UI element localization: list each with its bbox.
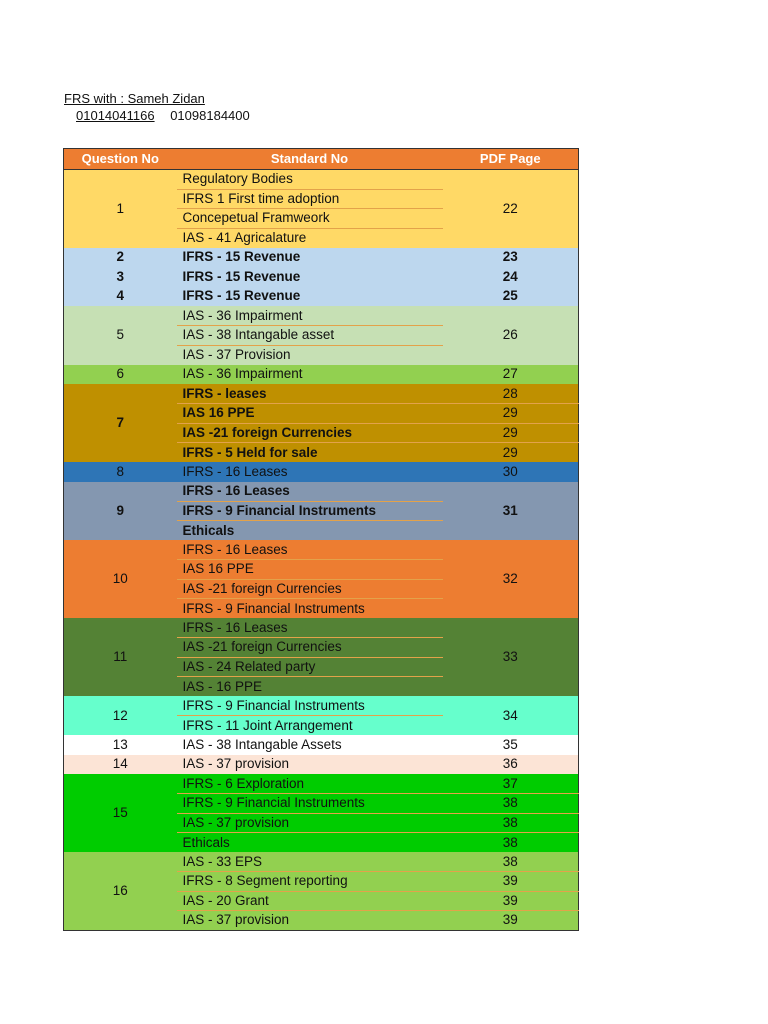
table-row [64,365,579,385]
standard-cell: IAS - 41 Agricalature [177,228,443,248]
question-number-cell: 3 [116,268,124,284]
standard-cell: Ethicals [177,521,443,541]
standard-cell: IAS - 36 Impairment [182,307,303,323]
standard-cell: IFRS 1 First time adoption [177,189,443,209]
standard-cell: IAS - 24 Related party [177,657,443,677]
standard-cell: Ethicals [177,833,443,853]
standard-cell: IAS - 38 Intangable Assets [182,736,342,752]
table-row [64,462,579,482]
standard-cell: IFRS - 9 Financial Instruments [177,599,443,619]
standard-cell: IFRS - 15 Revenue [182,268,301,284]
table-row [64,540,579,560]
question-number-cell: 1 [116,200,124,216]
standard-cell: IFRS - 5 Held for sale [177,443,443,463]
question-number-cell: 4 [116,288,124,304]
standard-cell: IAS -21 foreign Currencies [177,638,443,658]
pdf-page-cell: 35 [502,736,518,752]
table-row [64,287,579,307]
standard-cell: IFRS - 11 Joint Arrangement [177,716,443,736]
questions-table [63,148,579,931]
pdf-page-cell: 27 [502,366,518,382]
column-header-question-no: Question No [64,149,177,170]
standard-cell: Regulatory Bodies [182,171,293,187]
table-row [64,755,579,775]
pdf-page-cell: 38 [443,794,579,814]
pdf-page-cell: 23 [502,249,518,265]
standard-cell: IFRS - 15 Revenue [182,249,301,265]
pdf-page-cell: 30 [502,463,518,479]
standard-cell: IAS - 16 PPE [177,677,443,697]
standard-cell: IFRS - 6 Exploration [182,775,305,791]
standard-cell: Concepetual Framweork [177,209,443,229]
table-row [64,482,579,502]
standard-cell: IAS - 37 provision [182,756,290,772]
pdf-page-cell: 38 [443,833,579,853]
pdf-page-cell: 24 [502,268,518,284]
pdf-page-cell: 36 [502,756,518,772]
pdf-page-cell: 38 [502,853,518,869]
header-title: FRS with : Sameh Zidan [64,91,205,106]
table-body [64,170,579,931]
table-row [64,384,579,404]
question-number-cell: 7 [116,415,124,430]
standard-cell: IAS - 36 Impairment [182,366,303,382]
standard-cell: IFRS - 16 Leases [182,619,288,635]
standard-cell: IFRS - 9 Financial Instruments [177,501,443,521]
standard-cell: IFRS - 15 Revenue [182,288,301,304]
standard-cell: IFRS - 9 Financial Instruments [182,697,365,713]
pdf-page-cell: 22 [502,200,518,216]
question-number-cell: 9 [116,502,124,518]
standard-cell: IFRS - 16 Leases [182,483,290,498]
table-header-row [64,149,579,170]
pdf-page-cell: 29 [443,423,579,443]
pdf-page-cell: 31 [502,502,518,518]
table-row [64,852,579,872]
standard-cell: IAS 16 PPE [177,404,443,424]
standard-cell: IAS - 38 Intangable asset [177,326,443,346]
column-header-standard-no: Standard No [177,149,443,170]
pdf-page-cell: 33 [502,649,518,664]
question-number-cell: 12 [112,707,128,723]
pdf-page-cell: 38 [443,813,579,833]
standard-cell: IFRS - leases [182,385,267,401]
question-number-cell: 11 [113,649,128,664]
question-number-cell: 13 [112,736,128,752]
pdf-page-cell: 39 [443,891,579,911]
question-number-cell: 8 [116,463,124,479]
table-row [64,618,579,638]
question-number-cell: 2 [116,249,124,265]
question-number-cell: 15 [112,805,128,820]
standard-cell: IAS - 37 Provision [177,345,443,365]
table-row [64,735,579,755]
pdf-page-cell: 39 [443,911,579,931]
standard-cell: IAS - 20 Grant [177,891,443,911]
standard-cell: IFRS - 16 Leases [182,463,288,479]
standard-cell: IAS - 37 provision [177,911,443,931]
standard-cell: IAS 16 PPE [177,560,443,580]
table-row [64,696,579,716]
standard-cell: IAS - 37 provision [177,813,443,833]
phone-number-1: 01014041166 [76,108,155,123]
pdf-page-cell: 32 [502,571,518,586]
standard-cell: IAS - 33 EPS [182,853,263,869]
question-number-cell: 14 [112,756,128,772]
standard-cell: IAS -21 foreign Currencies [177,579,443,599]
question-number-cell: 10 [112,571,128,586]
pdf-page-cell: 26 [502,327,518,343]
standard-cell: IAS -21 foreign Currencies [177,423,443,443]
standard-cell: IFRS - 9 Financial Instruments [177,794,443,814]
table-row [64,267,579,287]
pdf-page-cell: 34 [502,707,518,723]
table-row [64,306,579,326]
pdf-page-cell: 29 [443,443,579,463]
pdf-page-cell: 25 [502,288,518,304]
table-row [64,774,579,794]
question-number-cell: 16 [112,882,128,898]
standard-cell: IFRS - 16 Leases [182,541,288,557]
table-row [64,170,579,190]
pdf-page-cell: 29 [443,404,579,424]
question-number-cell: 6 [116,366,124,382]
column-header-pdf-page: PDF Page [443,149,579,170]
phone-numbers [76,107,250,124]
pdf-page-cell: 37 [502,775,518,791]
question-number-cell: 5 [116,327,124,343]
document-header [64,90,250,124]
pdf-page-cell: 39 [443,872,579,892]
standard-cell: IFRS - 8 Segment reporting [177,872,443,892]
phone-number-2: 01098184400 [170,108,250,123]
table-row [64,248,579,268]
pdf-page-cell: 28 [502,385,518,401]
